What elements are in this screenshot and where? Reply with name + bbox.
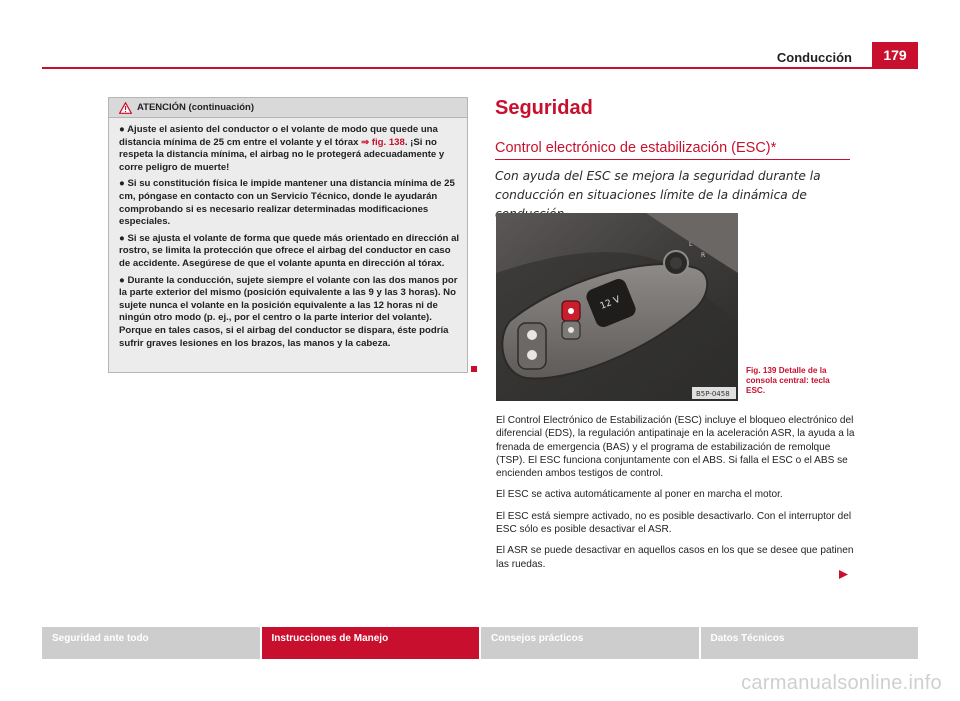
body-paragraph: El ASR se puede desactivar en aquellos casos en los que se desee que patinen las ruedas. [496,545,854,570]
subsection-rule [495,159,850,160]
warning-triangle-icon [119,102,132,114]
watermark: carmanualsonline.info [741,672,942,694]
warning-item: ● Durante la conducción, sujete siempre el volante con las dos manos por la parte exterior del mismo (posición equivalente a las 9 y las 3 horas). No sujete nunca el volante en la posición equivalente a las 12 horas ni de ningún otro modo (p. ej., por el centro o la parte interior del volante). Porque en tales casos, si el airbag del conductor se dispara, éste podría sufrir graves lesiones en los brazos, las manos y la cabeza. [119,274,458,349]
footer-tab-datos[interactable]: Datos Técnicos [701,627,919,659]
warning-box [108,97,468,373]
warning-header [109,98,467,118]
subsection-title: Control electrónico de estabilización (ESC)* [495,140,777,156]
section-title: Seguridad [495,97,593,119]
footer-tab-seguridad[interactable]: Seguridad ante todo [42,627,260,659]
section-end-marker [471,366,477,372]
page-number: 179 [872,42,918,68]
body-paragraph: El Control Electrónico de Estabilización (ESC) incluye el bloqueo electrónico del diferencial (EDS), la regulación antipatinaje en la aceleración ASR, la ayuda a la frenada de emergencia (BAS) y el programa de estabilización de remolque (TSP). El ESC funciona conjuntamente con el ABS. Si falla el ESC o el ABS se encienden ambos testigos de control. [496,415,855,480]
body-paragraph: El ESC se activa automáticamente al poner en marcha el motor. [496,489,783,501]
warning-item: ● Si su constitución física le impide mantener una distancia mínima de 25 cm, póngase en contacto con un Servicio Técnico, donde le ayudarán comprobando si es necesario realizar determinadas modificaciones especiales. [119,178,455,228]
warning-item: ● Si se ajusta el volante de forma que quede más orientado en dirección al rostro, se limita la protección que ofrece el airbag del conductor en caso de accidente. Asegúrese de que el volante apunta en dirección al tórax. [119,232,460,269]
figure-cross-reference-link[interactable]: ⇒ fig. 138 [361,136,405,148]
mirror-knob-letter-l: L [689,241,693,248]
figure-esc-console [496,213,738,401]
warning-heading: ATENCIÓN (continuación) [137,102,254,113]
warning-body [109,118,467,350]
figure-caption: Fig. 139 Detalle de la consola central: tecla ESC. [746,366,830,395]
continued-arrow-icon [839,570,848,579]
figure-code: B5P-0458 [696,390,730,398]
body-paragraph: El ESC está siempre activado, no es posible desactivarlo. Con el interruptor del ESC sólo es posible desactivar el ASR. [496,510,852,536]
body-text [496,414,856,579]
footer-tab-consejos[interactable]: Consejos prácticos [481,627,699,659]
running-header-title: Conducción [776,50,852,65]
header-rule [42,67,918,69]
lead-paragraph: Con ayuda del ESC se mejora la seguridad durante la conducción en situaciones límite de la dinámica de [495,169,821,202]
mirror-knob-letter-r: R [701,252,706,259]
warning-item: ● Ajuste el asiento del conductor o el volante de modo que quede una distancia mínima de 25 cm entre el volante y el tórax ⇒ fig. 138. ¡Si no respeta la distancia mínima, el airbag no le protegerá adecuadamente y corre peligro de muerte! [119,124,445,173]
console-photo-illustration [496,213,738,401]
socket-12v-label: 12 V [598,294,622,312]
footer-tab-instrucciones[interactable]: Instrucciones de Manejo [262,627,480,659]
footer-tabs [42,627,918,659]
